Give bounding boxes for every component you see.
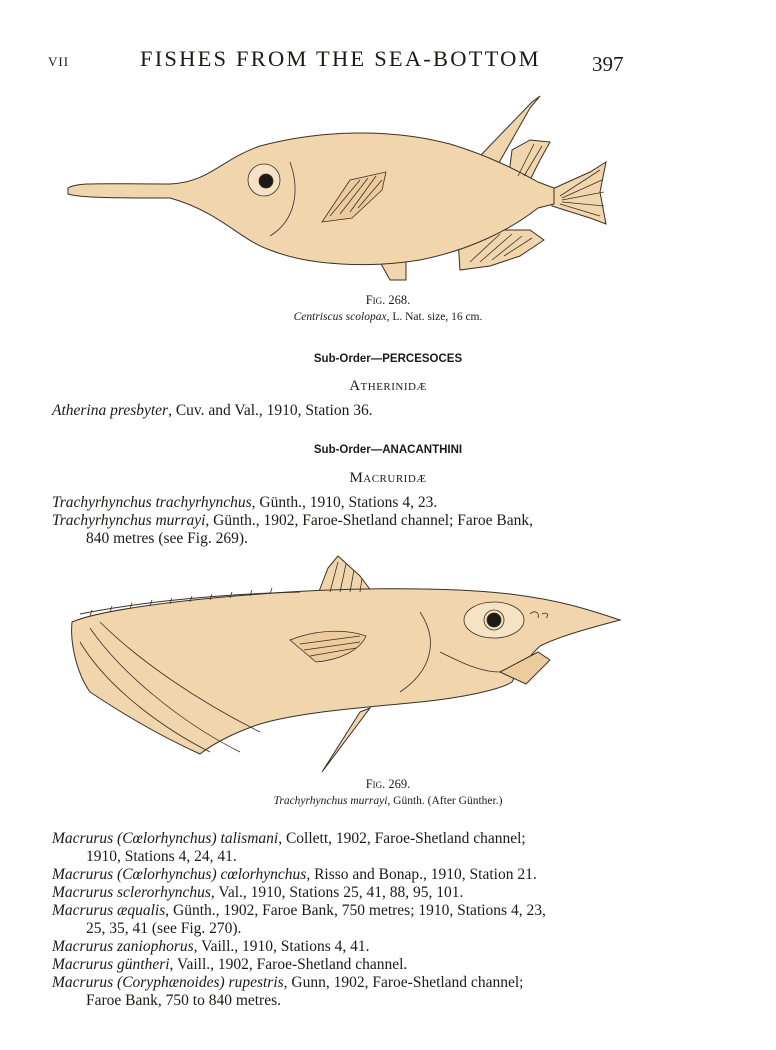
genus-name: Macrurus — [52, 884, 118, 901]
suborder-anacanthini: Sub-Order—ANACANTHINI — [313, 444, 463, 456]
genus-name: Macrurus — [52, 956, 118, 973]
figure-269-caption — [0, 795, 776, 807]
species-entry — [52, 402, 740, 420]
species-details-continued: 1910, Stations 4, 24, 41. — [86, 848, 237, 865]
species-entry — [52, 512, 740, 548]
figure-268-caption-rest: , L. Nat. size, 16 cm. — [386, 311, 483, 323]
species-entry — [52, 494, 740, 512]
running-head-title: FISHES FROM THE SEA-BOTTOM — [140, 46, 541, 71]
subgenus-name: Cœlorhynchus — [122, 866, 212, 883]
genus-name: Macrurus ( — [52, 866, 123, 883]
figure-268-species: Centriscus scolopax — [293, 311, 387, 323]
genus-name: Macrurus ( — [52, 830, 123, 847]
species-entry — [52, 938, 740, 956]
genus-close: ) — [211, 830, 221, 847]
genus-name: Macrurus ( — [52, 974, 123, 991]
species-epithet: rupestris — [228, 974, 284, 991]
suborder-percesoces: Sub-Order—PERCESOCES — [313, 353, 463, 365]
species-name: Trachyrhynchus murrayi — [52, 512, 206, 529]
running-head-chapter: VII — [48, 54, 70, 69]
genus-name: Macrurus — [52, 902, 118, 919]
species-details: , Günth., 1910, Stations 4, 23. — [251, 494, 438, 511]
species-entry — [52, 830, 740, 866]
figure-268-label: Fig. 268. — [365, 293, 411, 307]
genus-close: ) — [219, 974, 229, 991]
subgenus-name: Coryphænoides — [122, 974, 220, 991]
figure-268-caption — [0, 311, 776, 323]
species-name: Atherina presbyter — [52, 402, 169, 419]
species-details: , Val., 1910, Stations 25, 41, 88, 95, 101. — [210, 884, 464, 901]
species-details-continued: 840 metres (see Fig. 269). — [86, 530, 248, 547]
macrurus-list — [52, 830, 740, 1010]
species-entry — [52, 956, 740, 974]
figure-268-illustration — [60, 80, 620, 295]
species-entry — [52, 884, 740, 902]
species-epithet: zaniophorus — [117, 938, 194, 955]
species-epithet: æqualis — [117, 902, 166, 919]
figure-269-illustration — [60, 552, 630, 774]
species-details: , Vaill., 1910, Stations 4, 41. — [193, 938, 370, 955]
species-name: Trachyrhynchus trachyrhynchus — [52, 494, 252, 511]
species-entry — [52, 866, 740, 884]
species-details: , Cuv. and Val., 1910, Station 36. — [168, 402, 373, 419]
species-details-continued: 25, 35, 41 (see Fig. 270). — [86, 920, 242, 937]
genus-name: Macrurus — [52, 938, 118, 955]
page-number: 397 — [592, 52, 624, 76]
species-details: , Collett, 1902, Faroe-Shetland channel; — [278, 830, 526, 847]
species-epithet: sclerorhynchus — [117, 884, 211, 901]
subgenus-name: Cœlorhynchus — [122, 830, 212, 847]
figure-269-caption-rest: , Günth. (After Günther.) — [387, 795, 503, 807]
family-atherinidae: Atherinidæ — [349, 378, 427, 394]
species-details: , Risso and Bonap., 1910, Station 21. — [306, 866, 537, 883]
figure-269-species: Trachyrhynchus murrayi — [273, 795, 388, 807]
species-details-continued: Faroe Bank, 750 to 840 metres. — [86, 992, 282, 1009]
species-details: , Vaill., 1902, Faroe-Shetland channel. — [169, 956, 408, 973]
species-epithet: cœlorhynchus — [220, 866, 307, 883]
figure-269-label: Fig. 269. — [365, 777, 411, 791]
species-epithet: güntheri — [117, 956, 170, 973]
species-details: , Günth., 1902, Faroe-Shetland channel; Faroe Bank, — [205, 512, 534, 529]
family-macruridae: Macruridæ — [349, 470, 427, 486]
species-epithet: talismani — [220, 830, 279, 847]
genus-close: ) — [211, 866, 221, 883]
species-entry — [52, 902, 740, 938]
species-entry — [52, 974, 740, 1010]
species-details: , Gunn, 1902, Faroe-Shetland channel; — [283, 974, 524, 991]
species-details: , Günth., 1902, Faroe Bank, 750 metres; 1910, Stations 4, 23, — [165, 902, 546, 919]
